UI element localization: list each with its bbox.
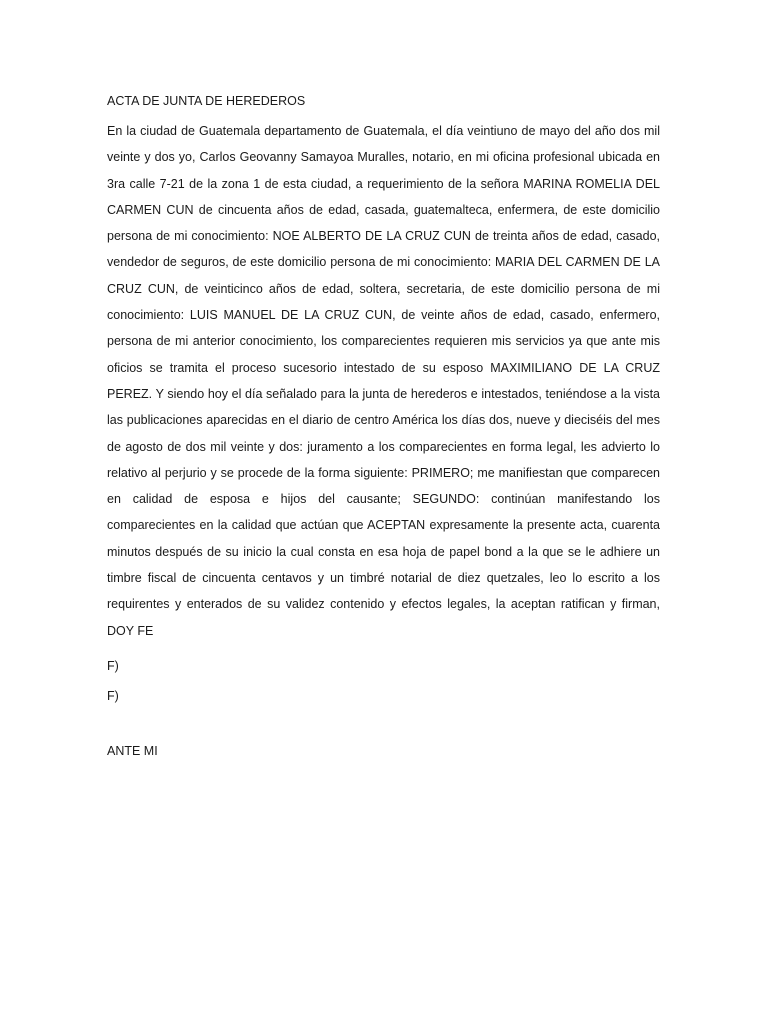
signature-line-1: F) (107, 658, 119, 673)
ante-mi-label: ANTE MI (107, 743, 158, 758)
signature-line-2: F) (107, 688, 119, 703)
document-title: ACTA DE JUNTA DE HEREDEROS (107, 94, 306, 108)
document-page (107, 92, 660, 760)
document-body: En la ciudad de Guatemala departamento de Guatemala, el día veintiuno de mayo del año dos mil veinte y dos yo, Carlos Geovanny Samayoa Muralles, notario, en mi oficina profesional ubicada en 3ra calle 7-21 de la zona 1 de esta ciudad, a requerimiento de la señora MARINA ROMELIA DEL CARMEN CUN de cincuenta años de edad, casada, guatemalteca, enfermera, de este domicilio persona de mi conocimiento: NOE ALBERTO DE LA CRUZ CUN de treinta años de edad, casado, vendedor de seguros, de este domicilio persona de mi conocimiento: MARIA DEL CARMEN DE LA CRUZ CUN, de veinticinco años de edad, soltera, secretaria, de este domicilio persona de mi conocimiento: LUIS MANUEL DE LA CRUZ CUN, de veinte años de edad, casado, enfermero, persona de mi anterior conocimiento, los comparecientes requieren mis servicios ya que ante mis oficios se tramita el proceso sucesorio intestado de su esposo MAXIMILIANO DE LA CRUZ PEREZ. Y siendo hoy el día señalado para la junta de herederos e intestados, teniéndose a la vista las publicaciones aparecidas en el diario de centro América los días dos, nueve y dieciséis del mes de agosto de dos mil veinte y dos: juramento a los comparecientes en forma legal, les advierto lo relativo al perjurio y se procede de la forma siguiente: PRIMERO; me manifiestan que comparecen en calidad de esposa e hijos del causante; SEGUNDO: continúan manifestando los comparecientes en la calidad que actúan que ACEPTAN expresamente la presente acta, cuarenta minutos después de su inicio la cual consta en esa hoja de papel bond a la que se le adhiere un timbre fiscal de cincuenta centavos y un timbré notarial de diez quetzales, leo lo escrito a los requirentes y enterados de su validez contenido y efectos legales, la aceptan ratifican y firman, DOY FE (107, 124, 660, 638)
